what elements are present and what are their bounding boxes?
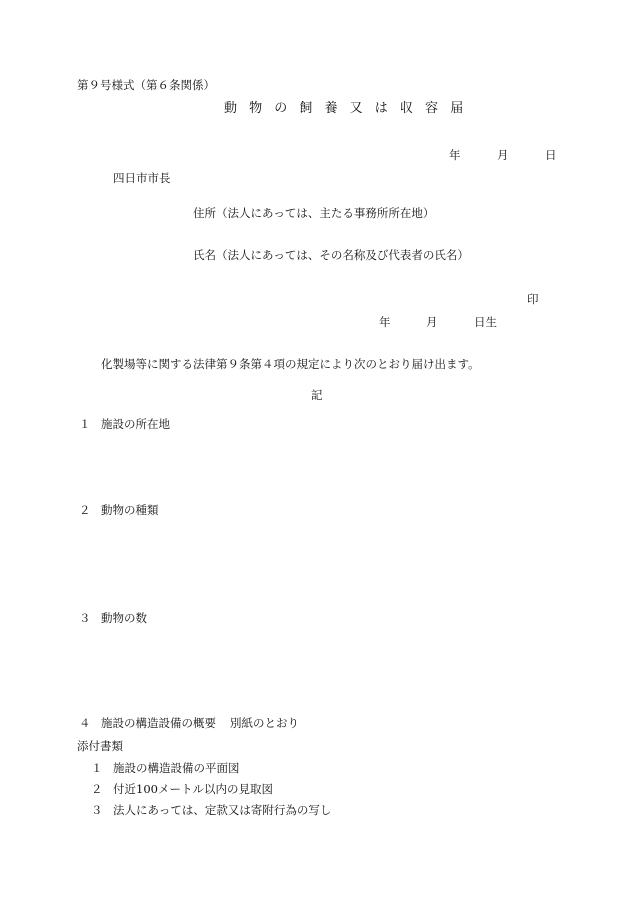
attachment-text: 施設の構造設備の平面図 — [113, 761, 240, 775]
birth-year-label: 年 — [379, 315, 391, 329]
body-text: 化製場等に関する法律第９条第４項の規定により次のとおり届け出ます。 — [101, 357, 480, 371]
attachment-number: ３ — [91, 803, 103, 817]
birth-month-label: 月 — [426, 315, 438, 329]
date-year-label: 年 — [449, 148, 461, 162]
seal-mark: 印 — [527, 292, 539, 306]
address-label: 住所（法人にあっては、主たる事務所所在地） — [193, 206, 435, 220]
addressee: 四日市市長 — [113, 171, 171, 185]
section-label: 施設の所在地 — [101, 417, 170, 431]
section-animal-type — [79, 505, 159, 517]
section-number: ４ — [79, 716, 91, 730]
attachment-number: １ — [91, 761, 103, 775]
section-note: 別紙のとおり — [230, 716, 299, 730]
section-number: １ — [79, 417, 91, 431]
attachment-text: 法人にあっては、定款又は寄附行為の写し — [113, 803, 332, 817]
name-label: 氏名（法人にあっては、その名称及び代表者の氏名） — [193, 248, 469, 262]
attachment-item — [91, 805, 331, 817]
date-day-label: 日 — [545, 148, 557, 162]
section-label: 動物の数 — [101, 611, 147, 625]
date-month-label: 月 — [497, 148, 509, 162]
attachment-text: 付近100メートル以内の見取図 — [113, 782, 273, 796]
birth-day-label: 日生 — [474, 315, 497, 329]
attachment-item — [91, 763, 240, 775]
section-facility-structure — [79, 718, 299, 730]
section-label: 動物の種類 — [101, 503, 159, 517]
ki-mark: 記 — [311, 388, 323, 402]
form-number: 第９号様式（第６条関係） — [77, 78, 215, 92]
page-title: 動 物 の 飼 養 又 は 収 容 届 — [224, 101, 468, 116]
section-animal-count — [79, 613, 147, 625]
section-location — [79, 419, 170, 431]
section-number: ３ — [79, 611, 91, 625]
section-number: ２ — [79, 503, 91, 517]
section-label: 施設の構造設備の概要 — [101, 716, 216, 730]
attachment-number: ２ — [91, 782, 103, 796]
attachments-title: 添付書類 — [77, 739, 123, 753]
attachment-item — [91, 784, 273, 796]
